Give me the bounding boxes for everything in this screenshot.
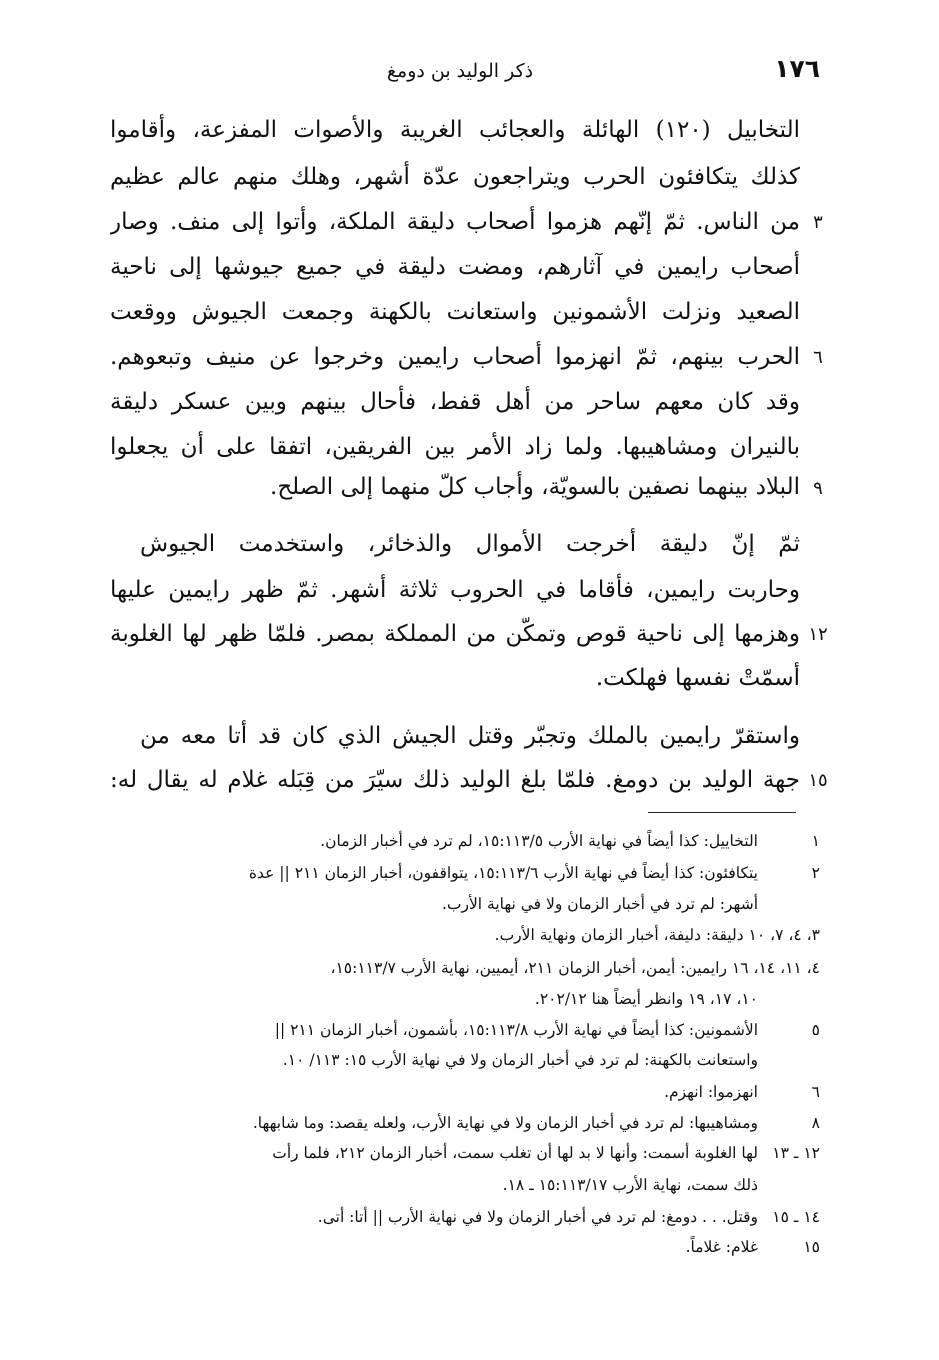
text-line: أسمّتْ نفسها فهلكت.: [595, 665, 800, 691]
page-number: ١٧٦: [774, 54, 820, 83]
line-number: ٣: [813, 212, 823, 233]
footnote-line: واستعانت بالكهنة: لم ترد في أخبار الزمان ولا في نهاية الأرب ١٥: ١١٣/ ١٠.: [282, 1051, 758, 1069]
footnote-line: ذلك سمت، نهاية الأرب ١٥:١١٣/١٧ ـ ١٨.: [502, 1176, 758, 1194]
text-line: جهة الوليد بن دومغ. فلمّا بلغ الوليد ذلك سيّرَ من قِبَله غلام له يقال له:: [110, 767, 800, 793]
text-line: أصحاب رايمين في آثارهم، ومضت دليقة في جميع جيوشها إلى ناحية: [110, 254, 800, 280]
footnote-ref: ٦: [811, 1083, 820, 1101]
text-line: الحرب بينهم، ثمّ انهزموا أصحاب رايمين وخرجوا عن منيف وتبعوهم.: [110, 344, 800, 370]
line-number: ٦: [813, 347, 823, 368]
footnote-line: غلام: غلاماً.: [685, 1238, 758, 1256]
text-line: التخابيل (١٢٠) الهائلة والعجائب الغريبة والأصوات المفزعة، وأقاموا: [110, 117, 800, 143]
text-line: وحاربت رايمين، فأقاما في الحروب ثلاثة أشهر. ثمّ ظهر رايمين عليها: [110, 577, 800, 603]
footnote-separator: [648, 812, 796, 813]
line-number: ٩: [813, 478, 823, 499]
text-line: وقد كان معهم ساحر من أهل قفط، فأحال بينهم وبين عسكر دليقة: [110, 389, 800, 415]
text-line: وهزمها إلى ناحية قوص وتمكّن من المملكة بمصر. فلمّا ظهر لها الغلوبة: [110, 621, 800, 647]
text-line: كذلك يتكافئون الحرب ويتراجعون عدّة أشهر، وهلك منهم عالم عظيم: [110, 164, 800, 190]
page-header: [100, 50, 820, 90]
footnote-ref: ٥: [811, 1021, 820, 1039]
text-line: البلاد بينهما نصفين بالسويّة، وأجاب كلّ منهما إلى الصلح.: [270, 474, 800, 500]
footnote-line: انهزموا: انهزم.: [664, 1083, 758, 1101]
footnote-ref: ٢: [811, 864, 820, 882]
footnote-ref: ٨: [811, 1114, 820, 1132]
footnote-line: يتكافئون: كذا أيضاً في نهاية الأرب ١٥:١١٣/٦، يتواقفون، أخبار الزمان ٢١١ || عدة: [248, 864, 758, 882]
footnote-line: ١٠، ١٧، ١٩ وانظر أيضاً هنا ٢٠٢/١٢.: [534, 990, 758, 1008]
footnote-ref: ١٥: [803, 1238, 820, 1256]
footnote-ref: ١٢ ـ ١٣: [772, 1144, 820, 1162]
footnote-line: الأشمونين: كذا أيضاً في نهاية الأرب ١٥:١١٣/٨، بأشمون، أخبار الزمان ٢١١ ||: [274, 1021, 758, 1039]
text-line: بالنيران ومشاهيبها. ولما زاد الأمر بين الفريقين، اتفقا على أن يجعلوا: [110, 434, 800, 460]
running-title: ذكر الوليد بن دومغ: [386, 60, 534, 82]
footnote-line: ٣، ٤، ٧، ١٠ دليقة: دليفة، أخبار الزمان ونهاية الأرب.: [494, 926, 820, 944]
line-number: ١٢: [808, 624, 828, 645]
footnote-line: ٤، ١١، ١٤، ١٦ رايمين: أيمن، أخبار الزمان ٢١١، أيميين، نهاية الأرب ١٥:١١٣/٧،: [330, 959, 820, 977]
footnote-line: التخاييل: كذا أيضاً في نهاية الأرب ١٥:١١٣/٥، لم ترد في أخبار الزمان.: [320, 832, 758, 850]
text-line: من الناس. ثمّ إنّهم هزموا أصحاب دليقة الملكة، وأتوا إلى منف. وصار: [110, 209, 800, 235]
line-number: ١٥: [808, 770, 828, 791]
text-line: الصعيد ونزلت الأشمونين واستعانت بالكهنة وجمعت الجيوش ووقعت: [110, 299, 800, 325]
footnote-line: وقتل. . . دومغ: لم ترد في أخبار الزمان ولا في نهاية الأرب || أتا: أتى.: [317, 1208, 758, 1226]
text-line: ثمّ إنّ دليقة أخرجت الأموال والذخائر، واستخدمت الجيوش: [140, 531, 800, 557]
footnote-line: لها الغلوبة أسمت: وأنها لا بد لها أن تغلب سمت، أخبار الزمان ٢١٢، فلما رأت: [272, 1144, 758, 1162]
footnote-line: أشهر: لم ترد في أخبار الزمان ولا في نهاية الأرب.: [441, 895, 758, 913]
footnote-ref: ١: [811, 832, 820, 850]
text-line: واستقرّ رايمين بالملك وتجبّر وقتل الجيش الذي كان قد أتا معه من: [140, 723, 800, 749]
footnote-ref: ١٤ ـ ١٥: [772, 1208, 820, 1226]
footnote-line: ومشاهيبها: لم ترد في أخبار الزمان ولا في نهاية الأرب، ولعله يقصد: وما شابهها.: [252, 1114, 758, 1132]
